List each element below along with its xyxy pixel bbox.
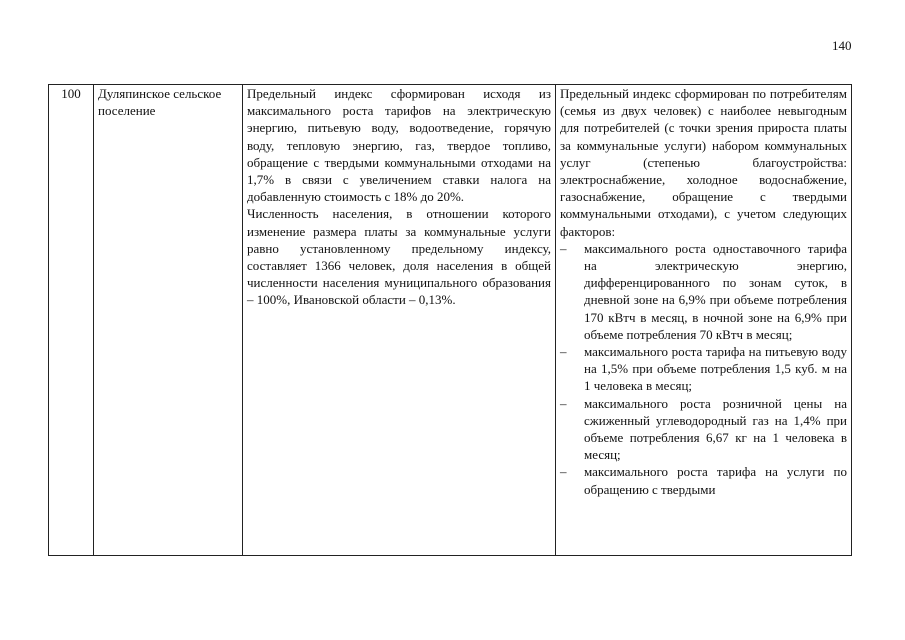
justification-paragraph: Предельный индекс сформирован исходя из максимального роста тарифов на электрическую энергию, питьевую воду, водоотведение, горячую воду, тепловую энергию, газ, твердое топливо, обращение с твердыми коммунальными отходами на 1,7% в связи с увеличением ставки налога на добавленную стоимость с 18% до 20%. [247,86,551,205]
municipality-name: Дуляпинское сельское поселение [98,86,222,119]
factor-text: максимального роста тарифа на услуги по обращению с твердыми [584,464,847,497]
row-number-cell [49,85,94,556]
list-item [560,240,847,343]
bullet-dash: – [560,464,567,480]
row-number: 100 [61,86,81,101]
consumers-intro: Предельный индекс сформирован по потребителям (семья из двух человек) с наиболее невыгодным для потребителей (с точки зрения прироста платы за коммунальные услуги) набором коммунальных услуг (степенью благоустройства: электроснабжение, холодное водоснабжение, газоснабжение, обращение с твердыми коммунальными отходами), с учетом следующих факторов: [560,86,847,239]
population-paragraph: Численность населения, в отношении которого изменение размера платы за коммунальные услуги равно установленному предельному индексу, составляет 1366 человек, доля населения в общей численности населения муниципального образования – 100%, Ивановской области – 0,13%. [247,206,551,308]
bullet-dash: – [560,240,567,256]
page-number: 140 [832,38,852,53]
list-item [560,343,847,395]
municipality-cell [94,85,243,556]
bullet-dash: – [560,344,567,360]
list-item [560,395,847,464]
table-row [49,85,852,556]
factor-text: максимального роста розничной цены на сжиженный углеводородный газ на 1,4% при объеме потребления 6,67 кг на 1 человека в месяц; [584,395,847,463]
factor-text: максимального роста одноставочного тарифа на электрическую энергию, дифференцированного по зонам суток, в дневной зоне на 6,9% при объеме потребления 170 кВтч в месяц, в ночной зоне на 6,9% при объеме потребления 70 кВтч в месяц; [584,240,847,342]
justification-cell [243,85,556,556]
list-item [560,463,847,497]
consumers-cell [556,85,852,556]
factors-list [560,240,847,498]
bullet-dash: – [560,395,567,411]
tariff-table [48,84,852,556]
factor-text: максимального роста тарифа на питьевую воду на 1,5% при объеме потребления 1,5 куб. м на 1 человека в месяц; [584,344,847,394]
